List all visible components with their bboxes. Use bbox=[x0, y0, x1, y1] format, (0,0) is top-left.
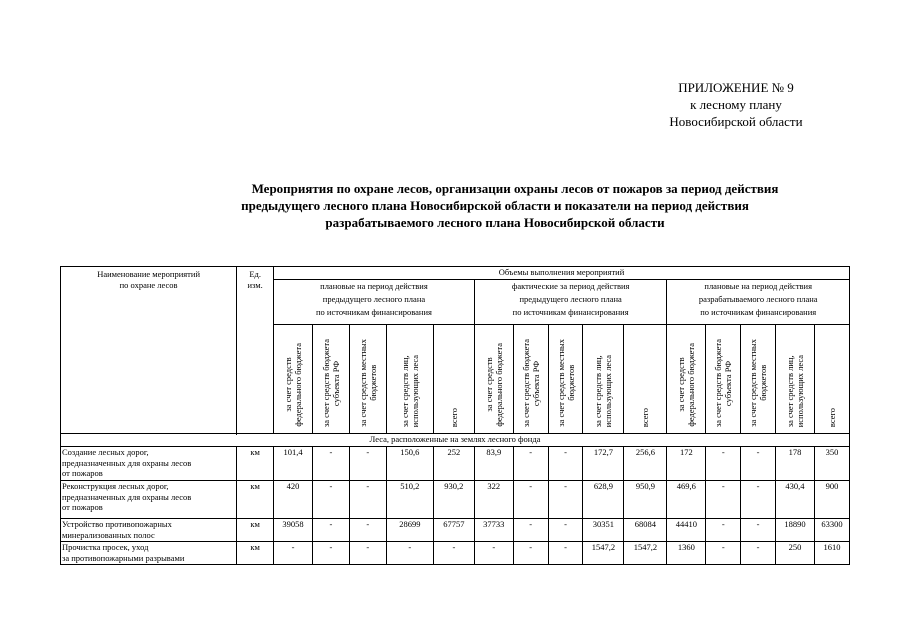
row-value: 420 bbox=[274, 481, 313, 519]
row-value: - bbox=[706, 519, 741, 542]
subcolumn-header bbox=[386, 325, 433, 434]
subcolumn-header bbox=[548, 325, 583, 434]
row-value: 44410 bbox=[667, 519, 706, 542]
row-unit: км bbox=[237, 447, 274, 481]
row-value: 178 bbox=[775, 447, 814, 481]
subcolumn-header-label: за счет средств лиц, использующих леса bbox=[593, 354, 614, 427]
row-value: - bbox=[741, 447, 776, 481]
subcolumn-header bbox=[814, 325, 849, 434]
subcolumn-header-label: за счет средств федерального бюджета bbox=[283, 343, 304, 427]
subcolumn-header bbox=[313, 325, 350, 434]
row-value: 1610 bbox=[814, 542, 849, 565]
row-value: - bbox=[349, 519, 386, 542]
row-value: 63300 bbox=[814, 519, 849, 542]
title-line-1: Мероприятия по охране лесов, организации охраны лесов от пожаров за период действия bbox=[251, 181, 779, 196]
row-value: 1360 bbox=[667, 542, 706, 565]
row-value: 172,7 bbox=[583, 447, 624, 481]
row-value: 37733 bbox=[474, 519, 513, 542]
row-measure-name: Прочистка просек, уход за противопожарными разрывами bbox=[61, 542, 237, 565]
header-group-actual-previous: фактические за период действия предыдущего лесного плана по источникам финансирования bbox=[474, 280, 667, 325]
row-value: - bbox=[474, 542, 513, 565]
row-unit: км bbox=[237, 481, 274, 519]
row-value: - bbox=[513, 481, 548, 519]
row-unit: км bbox=[237, 519, 274, 542]
row-value: 350 bbox=[814, 447, 849, 481]
row-value: 469,6 bbox=[667, 481, 706, 519]
row-value: - bbox=[706, 447, 741, 481]
row-value: - bbox=[313, 519, 350, 542]
row-value: 83,9 bbox=[474, 447, 513, 481]
row-measure-name: Реконструкция лесных дорог, предназначенных для охраны лесов от пожаров bbox=[61, 481, 237, 519]
row-value: - bbox=[706, 481, 741, 519]
row-value: - bbox=[741, 542, 776, 565]
appendix-region: Новосибирской области bbox=[669, 114, 803, 129]
subcolumn-header bbox=[349, 325, 386, 434]
row-value: - bbox=[433, 542, 474, 565]
row-value: - bbox=[274, 542, 313, 565]
row-value: 150,6 bbox=[386, 447, 433, 481]
row-value: 1547,2 bbox=[583, 542, 624, 565]
row-value: - bbox=[349, 481, 386, 519]
row-value: 250 bbox=[775, 542, 814, 565]
subcolumn-header-label: всего bbox=[448, 407, 459, 427]
row-value: - bbox=[513, 519, 548, 542]
row-value: 172 bbox=[667, 447, 706, 481]
row-value: - bbox=[513, 447, 548, 481]
row-value: 252 bbox=[433, 447, 474, 481]
table-row bbox=[61, 519, 850, 542]
row-value: - bbox=[349, 447, 386, 481]
subcolumn-header-label: за счет средств федерального бюджета bbox=[483, 343, 504, 427]
row-value: 1547,2 bbox=[624, 542, 667, 565]
header-group-planned-new: плановые на период действия разрабатываемого лесного плана по источникам финансирования bbox=[667, 280, 850, 325]
title-line-2: предыдущего лесного плана Новосибирской области и показатели на период действия bbox=[241, 198, 749, 213]
appendix-number: ПРИЛОЖЕНИЕ № 9 bbox=[678, 80, 794, 95]
appendix-ref: к лесному плану bbox=[690, 97, 782, 112]
table-row bbox=[61, 447, 850, 481]
row-value: - bbox=[313, 481, 350, 519]
row-value: 256,6 bbox=[624, 447, 667, 481]
header-measure-name: Наименование мероприятий по охране лесов bbox=[61, 267, 237, 434]
row-value: - bbox=[548, 542, 583, 565]
subcolumn-header bbox=[583, 325, 624, 434]
row-value: - bbox=[741, 481, 776, 519]
row-value: 430,4 bbox=[775, 481, 814, 519]
header-unit: Ед. изм. bbox=[237, 267, 274, 434]
subcolumn-header-label: за счет средств лиц, использующих леса bbox=[399, 354, 420, 427]
header-group-planned-previous: плановые на период действия предыдущего лесного плана по источникам финансирования bbox=[274, 280, 475, 325]
subcolumn-header-label: всего bbox=[640, 407, 651, 427]
row-value: 18890 bbox=[775, 519, 814, 542]
measures-table bbox=[60, 266, 850, 565]
subcolumn-header-label: за счет средств местных бюджетов bbox=[357, 339, 378, 427]
title-line-3: разрабатываемого лесного плана Новосибирской области bbox=[325, 215, 665, 230]
row-value: 30351 bbox=[583, 519, 624, 542]
row-value: 68084 bbox=[624, 519, 667, 542]
subcolumn-header bbox=[775, 325, 814, 434]
header-volumes: Объемы выполнения мероприятий bbox=[274, 267, 850, 280]
table-row bbox=[61, 542, 850, 565]
row-value: 950,9 bbox=[624, 481, 667, 519]
subcolumn-header bbox=[741, 325, 776, 434]
subcolumn-header-label: за счет средств лиц, использующих леса bbox=[784, 354, 805, 427]
subcolumn-header-label: за счет средств бюджета субъекта РФ bbox=[520, 338, 541, 427]
row-value: 510,2 bbox=[386, 481, 433, 519]
row-value: - bbox=[548, 481, 583, 519]
subcolumn-header bbox=[474, 325, 513, 434]
row-value: - bbox=[741, 519, 776, 542]
subcolumn-header bbox=[706, 325, 741, 434]
document-title bbox=[150, 180, 840, 231]
row-value: - bbox=[513, 542, 548, 565]
subcolumn-header bbox=[667, 325, 706, 434]
section-title: Леса, расположенные на землях лесного фонда bbox=[61, 434, 850, 447]
row-value: 322 bbox=[474, 481, 513, 519]
subcolumn-header bbox=[513, 325, 548, 434]
row-value: - bbox=[548, 447, 583, 481]
row-unit: км bbox=[237, 542, 274, 565]
subcolumn-header-label: за счет средств местных бюджетов bbox=[555, 339, 576, 427]
row-value: 628,9 bbox=[583, 481, 624, 519]
subcolumn-header-label: за счет средств бюджета субъекта РФ bbox=[713, 338, 734, 427]
subcolumn-header-label: за счет средств бюджета субъекта РФ bbox=[320, 338, 341, 427]
row-measure-name: Создание лесных дорог, предназначенных для охраны лесов от пожаров bbox=[61, 447, 237, 481]
subcolumn-header bbox=[433, 325, 474, 434]
row-value: - bbox=[548, 519, 583, 542]
row-value: - bbox=[386, 542, 433, 565]
row-value: 101,4 bbox=[274, 447, 313, 481]
row-value: - bbox=[706, 542, 741, 565]
row-value: 67757 bbox=[433, 519, 474, 542]
row-value: 39058 bbox=[274, 519, 313, 542]
row-value: - bbox=[313, 447, 350, 481]
subcolumn-header bbox=[274, 325, 313, 434]
row-value: 900 bbox=[814, 481, 849, 519]
row-value: - bbox=[313, 542, 350, 565]
subcolumn-header bbox=[624, 325, 667, 434]
row-value: 28699 bbox=[386, 519, 433, 542]
table-row bbox=[61, 481, 850, 519]
row-value: - bbox=[349, 542, 386, 565]
subcolumn-header-label: всего bbox=[826, 407, 837, 427]
row-value: 930,2 bbox=[433, 481, 474, 519]
subcolumn-header-label: за счет средств федерального бюджета bbox=[676, 343, 697, 427]
row-measure-name: Устройство противопожарных минерализованных полос bbox=[61, 519, 237, 542]
subcolumn-header-label: за счет средств местных бюджетов bbox=[748, 339, 769, 427]
appendix-header bbox=[661, 79, 811, 130]
